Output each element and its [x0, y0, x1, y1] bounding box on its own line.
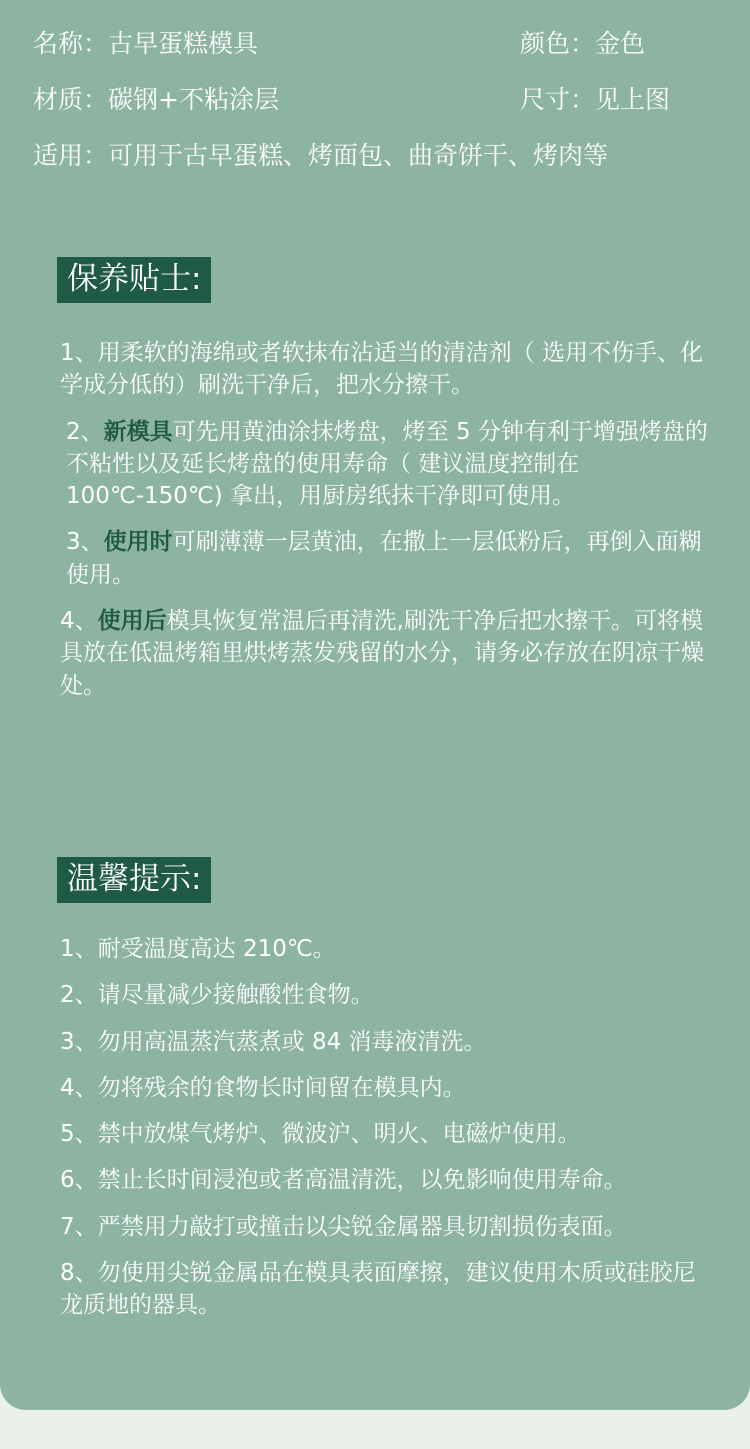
note-item: 6、禁止长时间浸泡或者高温清洗，以免影响使用寿命。: [60, 1167, 627, 1194]
spec-name: 名称：古早蛋糕模具: [33, 29, 259, 58]
note-item: 4、勿将残余的食物长时间留在模具内。: [60, 1074, 466, 1101]
notes-list: [60, 933, 710, 1322]
care-tip-4-highlight: 使用后: [97, 608, 167, 635]
care-tip-4: [60, 605, 710, 702]
care-tips-list: [60, 337, 710, 702]
note-item: 5、禁中放煤气烤炉、微波沪、明火、电磁炉使用。: [60, 1121, 581, 1148]
care-tip-2-text: 可先用黄油涂抹烤盘，烤至 5 分钟有利于增强烤盘的不粘性以及延长烤盘的使用寿命（ 建议温度控制在 100℃-150℃) 拿出，用厨房纸抹干净即可使用。: [66, 418, 708, 510]
care-tip-4-number: 4、: [60, 608, 98, 635]
notes-heading: 温馨提示:: [57, 857, 211, 903]
care-tip-2-highlight: 新模具: [103, 418, 173, 445]
care-tip-2: [60, 416, 710, 513]
note-item: 2、请尽量减少接触酸性食物。: [60, 982, 374, 1009]
note-item: 3、勿用高温蒸汽蒸煮或 84 消毒液清洗。: [60, 1028, 487, 1055]
note-item: 7、严禁用力敲打或撞击以尖锐金属器具切割损伤表面。: [60, 1213, 627, 1240]
care-tip-3: [60, 526, 710, 591]
spec-size: 尺寸：见上图: [520, 85, 671, 114]
note-item: 1、耐受温度高达 210℃。: [60, 936, 336, 962]
spec-material: 材质：碳钢+不粘涂层: [33, 85, 279, 114]
care-tip-3-highlight: 使用时: [103, 529, 173, 556]
note-item: 8、勿使用尖锐金属品在模具表面摩擦，建议使用木质或硅胶尼龙质地的器具。: [60, 1260, 696, 1319]
spec-usage: 适用：可用于古早蛋糕、烤面包、曲奇饼干、烤肉等: [33, 141, 609, 170]
care-tip-3-text: 可刷薄薄一层黄油，在撒上一层低粉后，再倒入面糊使用。: [66, 529, 702, 588]
care-tip-2-number: 2、: [66, 418, 104, 445]
care-tip-4-text: 模具恢复常温后再清洗,刷洗干净后把水擦干。可将模具放在低温烤箱里烘烤蒸发残留的水分，请务必存放在阴凉干燥处。: [60, 608, 704, 699]
care-tip-1: 1、用柔软的海绵或者软抹布沾适当的清洁剂（ 选用不伤手、化学成分低的）刷洗干净后，把水分擦干。: [60, 340, 703, 399]
care-tip-3-number: 3、: [66, 529, 104, 556]
spec-color: 颜色：金色: [520, 29, 646, 58]
care-tips-heading: 保养贴士:: [57, 257, 211, 303]
